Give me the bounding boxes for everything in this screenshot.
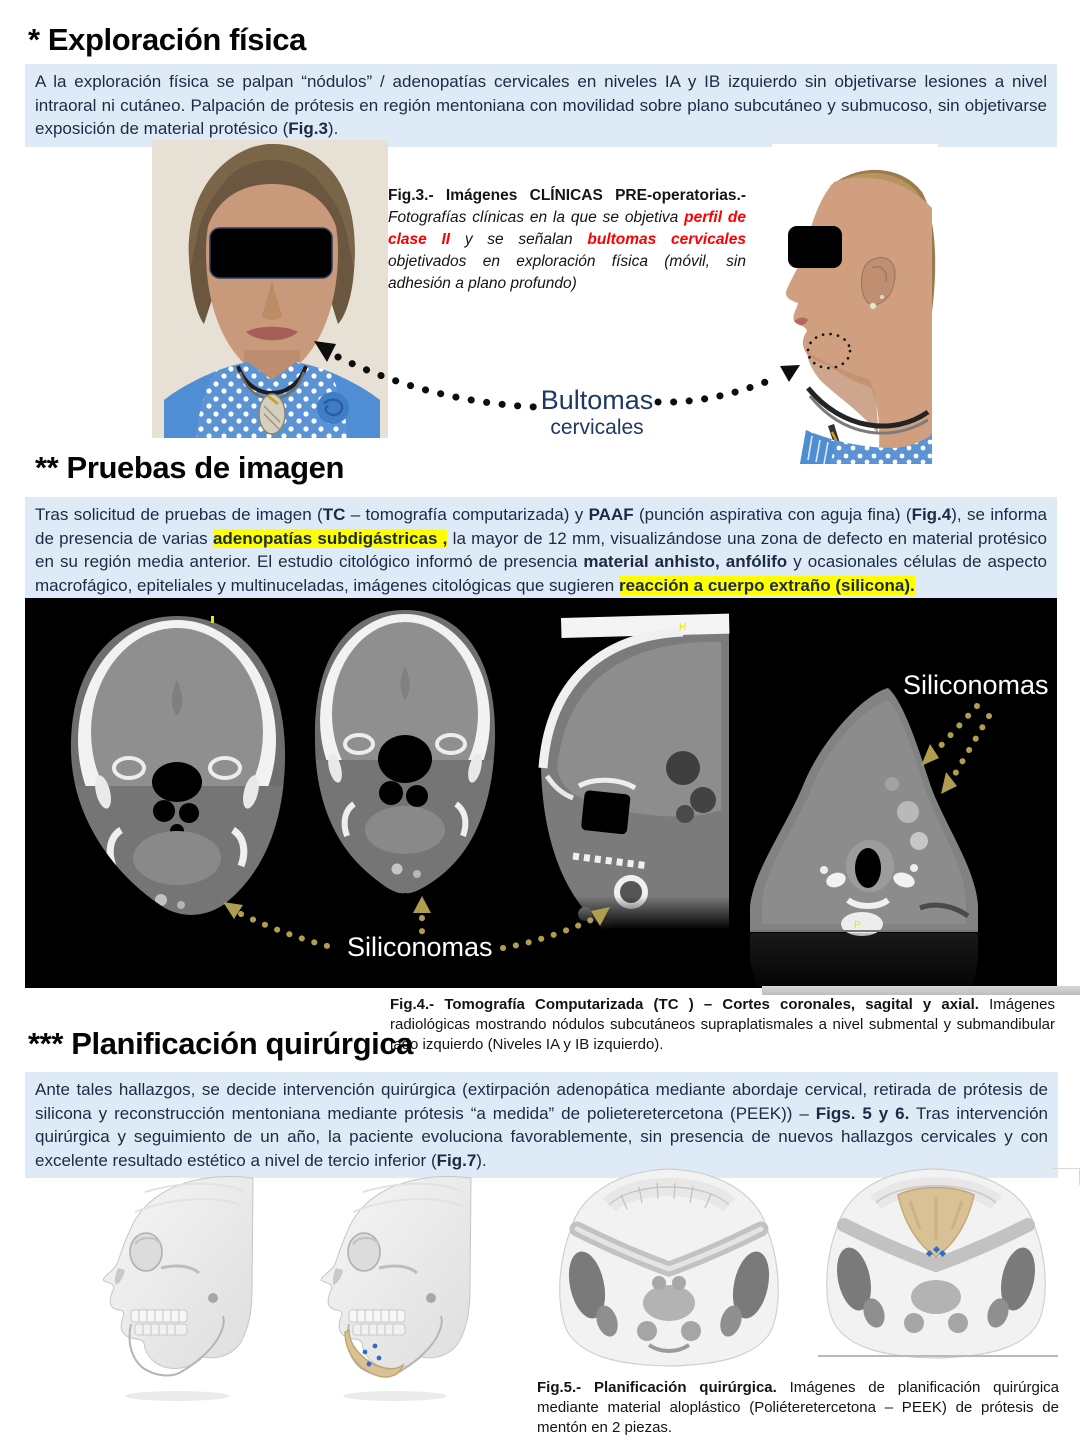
siliconoma-nodule: [897, 801, 919, 823]
censor-bar: [788, 226, 842, 268]
reflection: [343, 1391, 447, 1401]
censor-bar: [210, 228, 332, 278]
skull-lateral-render-implant: [298, 1172, 488, 1402]
fig3-caption-lead: Fig.3.- Imágenes CLÍNICAS PRE-operatorias.-: [388, 187, 746, 204]
fig5-caption: [537, 1378, 1059, 1438]
text-run: ).: [476, 1150, 487, 1170]
fig4-reference: Fig.4: [911, 505, 952, 524]
text-run: Imágenes de planificación quirúrgica mediante material aloplástico (Poliéteretercetona – PEEK) de prótesis de mentón en 2 piezas.: [537, 1379, 1059, 1436]
section-title-pruebas-imagen: ** Pruebas de imagen: [35, 450, 345, 485]
text-run: Tras solicitud de pruebas de imagen (: [35, 505, 323, 524]
siliconoma-nodule: [392, 864, 403, 875]
frontal-clinical-photo: [152, 140, 388, 438]
highlight-red-text: perfil de clase II: [388, 209, 746, 248]
siliconoma-nodule: [910, 832, 928, 850]
orientation-tick: [211, 616, 214, 623]
fig4-caption-lead: Fig.4.- Tomografía Computarizada (TC ) – Cortes coronales, sagital y axial.: [390, 996, 979, 1013]
ct-panel-shadow: [762, 986, 1080, 995]
text-run: ), se informa de presencia de varias: [35, 505, 1048, 548]
pearl-earring: [870, 303, 877, 310]
text-run: y se señalan: [450, 231, 588, 248]
bold-finding: material anhisto, anfólifo: [583, 552, 788, 571]
tc-abbrev: TC: [322, 505, 346, 524]
text-run: A la exploración física se palpan “nódulos” / adenopatías cervicales en niveles IA y IB izquierdo sin objetivarse lesiones a nivel intraoral ni cutáneo. Palpación de prótesis en región mentoniana con movilidad sobre plano subcutáneo y submucoso, sin objetivarse exposición de material protésico (: [35, 72, 1047, 138]
section-title-planificacion-quirurgica: *** Planificación quirúrgica: [28, 1026, 414, 1061]
figs5-6-reference: Figs. 5 y 6.: [815, 1103, 910, 1123]
text-run: – tomografía computarizada) y: [345, 505, 589, 524]
siliconoma-nodule: [885, 777, 899, 791]
highlighted-finding: adenopatías subdigástricas ,: [212, 528, 448, 548]
siliconoma-nodule: [177, 901, 185, 909]
fig7-reference: Fig.7: [436, 1150, 477, 1170]
ground-line: [818, 1355, 1058, 1357]
section-title-exploracion-fisica: * Exploración física: [28, 22, 306, 57]
text-run: Ante tales hallazgos, se decide intervención quirúrgica (extirpación adenopática mediante abordaje cervical, retirada de prótesis de silicona y reconstrucción mentoniana mediante prótesis “a medida” de polieteretercetona (PEEK)) –: [35, 1080, 1048, 1123]
fig3-reference: Fig.3: [288, 119, 328, 138]
paragraph-exploracion-fisica: [25, 64, 1057, 147]
highlight-red-text: bultomas cervicales: [587, 231, 746, 248]
profile-clinical-photo: [772, 144, 938, 464]
fig4-caption: [390, 995, 1055, 1055]
ear-canal: [208, 1293, 218, 1303]
paaf-abbrev: PAAF: [588, 505, 634, 524]
label-line2: cervicales: [550, 416, 644, 440]
mandible-inferior-render-implant: [810, 1163, 1062, 1363]
bultomas-cervicales-label: [538, 386, 656, 439]
paragraph-pruebas-imagen: [25, 497, 1057, 603]
orientation-marker-p: P: [854, 920, 861, 931]
skull-lateral-render: [85, 1172, 265, 1402]
dotted-arrow-right: [658, 377, 778, 402]
fig5-caption-lead: Fig.5.- Planificación quirúrgica.: [537, 1379, 777, 1396]
siliconomas-label-bottom: Siliconomas: [347, 932, 493, 962]
skull-outline: [321, 1177, 471, 1369]
fig3-caption: [388, 185, 746, 295]
text-run: ).: [327, 119, 339, 138]
siliconoma-nodule: [413, 870, 421, 878]
reflection: [125, 1391, 229, 1401]
skull-outline: [103, 1177, 253, 1369]
text-run: (punción aspirativa con aguja fina) (: [633, 505, 912, 524]
orientation-marker-h: H: [679, 622, 687, 633]
figure3-area: [0, 136, 1080, 466]
stud-earring: [880, 295, 884, 299]
text-run: objetivados en exploración física (móvil, sin adhesión a plano profundo): [388, 253, 746, 292]
text-run: la mayor de 12 mm, visualizándose una zona de defecto en material protésico en su región media anterior. El estudio citológico informó de presencia: [35, 528, 1047, 571]
highlighted-conclusion: reacción a cuerpo extraño (silicona).: [619, 575, 915, 595]
label-line1: Bultomas: [540, 385, 654, 415]
fabric-rose: [317, 392, 349, 424]
text-run: Fotografías clínicas en la que se objetiva: [388, 209, 685, 226]
text-run: Tras intervención quirúrgica y seguimiento de un año, la paciente evoluciona favorablemente, sin presencia de nuevos hallazgos cervicales y con excelente resultado estético a nivel de tercio inferior (: [35, 1103, 1048, 1170]
ear-canal: [426, 1293, 436, 1303]
text-run: Imágenes radiológicas mostrando nódulos subcutáneos supraplatismales a nivel submental y submandibular lado izquierdo (Niveles IA y IB izquierdo).: [390, 996, 1055, 1053]
ct-figure-panel: [25, 598, 1057, 988]
figure5-area: [0, 1165, 1080, 1440]
mandible-inferior-render: [543, 1163, 795, 1370]
text-run: y ocasionales células de aspecto macrofágico, epiteliales y multinuceladas, imágenes citológicas que sugieren: [35, 552, 1047, 595]
siliconomas-label-top: Siliconomas: [903, 670, 1049, 700]
